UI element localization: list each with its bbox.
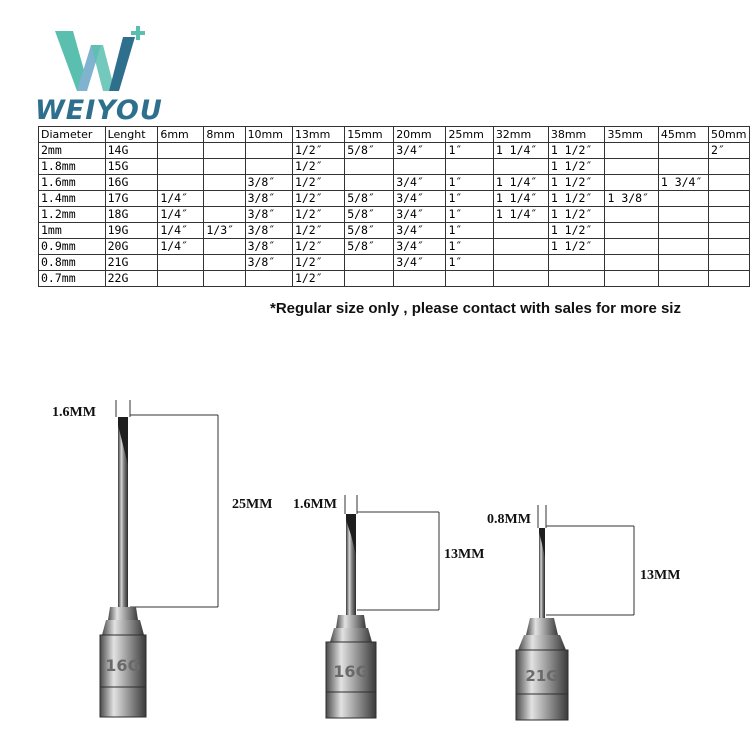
table-cell: [394, 271, 446, 287]
table-cell: 0.7mm: [39, 271, 106, 287]
table-cell: [709, 239, 750, 255]
table-cell: 1 1/4″: [493, 207, 548, 223]
table-cell: 1 3/8″: [605, 191, 658, 207]
table-cell: 1 1/2″: [548, 175, 605, 191]
length-label-needle-2: 13MM: [444, 547, 485, 562]
needle-16g-13mm: [312, 490, 452, 730]
table-cell: [709, 271, 750, 287]
table-cell: [658, 207, 708, 223]
table-row: [39, 239, 750, 255]
table-cell: 3/4″: [394, 143, 446, 159]
table-cell: 1″: [446, 239, 493, 255]
table-cell: 1/3″: [204, 223, 245, 239]
table-cell: [158, 159, 204, 175]
table-cell: [245, 159, 292, 175]
needle-21g-13mm: [508, 500, 648, 730]
table-cell: 1.4mm: [39, 191, 106, 207]
table-cell: [204, 175, 245, 191]
table-cell: [158, 143, 204, 159]
table-cell: 15G: [105, 159, 158, 175]
table-cell: [548, 271, 605, 287]
table-cell: 5/8″: [345, 223, 394, 239]
table-cell: [709, 207, 750, 223]
table-row: [39, 159, 750, 175]
table-cell: [245, 271, 292, 287]
table-cell: [204, 255, 245, 271]
table-cell: 0.8mm: [39, 255, 106, 271]
table-cell: 1/2″: [292, 143, 344, 159]
table-cell: [204, 239, 245, 255]
table-cell: 5/8″: [345, 191, 394, 207]
table-cell: [446, 159, 493, 175]
table-cell: 3/4″: [394, 207, 446, 223]
table-cell: 1/2″: [292, 191, 344, 207]
table-header-cell: 6mm: [158, 127, 204, 143]
table-cell: 1 1/2″: [548, 239, 605, 255]
table-cell: [446, 271, 493, 287]
table-cell: 1″: [446, 255, 493, 271]
table-cell: [709, 191, 750, 207]
table-cell: 1″: [446, 191, 493, 207]
table-cell: [345, 271, 394, 287]
gauge-mark-16g: 16G: [105, 656, 141, 675]
length-label-needle-3: 13MM: [640, 568, 681, 583]
table-cell: 1.2mm: [39, 207, 106, 223]
table-cell: 1 1/4″: [493, 175, 548, 191]
table-cell: [158, 255, 204, 271]
table-cell: 22G: [105, 271, 158, 287]
table-cell: 2″: [709, 143, 750, 159]
table-cell: 3/4″: [394, 175, 446, 191]
table-cell: 3/8″: [245, 207, 292, 223]
table-cell: 1 1/2″: [548, 191, 605, 207]
table-header-cell: 15mm: [345, 127, 394, 143]
table-cell: 0.9mm: [39, 239, 106, 255]
table-cell: [493, 239, 548, 255]
table-cell: 1/4″: [158, 191, 204, 207]
table-cell: [605, 271, 658, 287]
logo-w-icon: [53, 25, 148, 97]
table-cell: 1 1/2″: [548, 207, 605, 223]
length-label-needle-1: 25MM: [232, 497, 273, 512]
table-cell: 5/8″: [345, 143, 394, 159]
table-cell: [345, 159, 394, 175]
table-cell: 3/8″: [245, 239, 292, 255]
table-cell: [605, 159, 658, 175]
table-cell: 1 1/2″: [548, 159, 605, 175]
gauge-mark-16g-short: 16G: [333, 662, 369, 681]
table-cell: 1″: [446, 207, 493, 223]
table-cell: 1/2″: [292, 207, 344, 223]
table-cell: 1/4″: [158, 223, 204, 239]
table-cell: [245, 143, 292, 159]
table-cell: 3/8″: [245, 255, 292, 271]
table-cell: [658, 223, 708, 239]
table-cell: 3/8″: [245, 191, 292, 207]
table-cell: 1/2″: [292, 175, 344, 191]
brand-logo: [35, 25, 163, 126]
table-cell: 1 1/2″: [548, 223, 605, 239]
diameter-label-needle-3: 0.8MM: [487, 512, 531, 527]
table-cell: [204, 207, 245, 223]
table-header-cell: Diameter: [39, 127, 106, 143]
table-cell: 1/4″: [158, 239, 204, 255]
table-cell: [658, 271, 708, 287]
table-header-cell: 10mm: [245, 127, 292, 143]
table-cell: 16G: [105, 175, 158, 191]
regular-size-note: *Regular size only , please contact with sales for more siz: [270, 300, 681, 317]
table-cell: 14G: [105, 143, 158, 159]
table-cell: [658, 239, 708, 255]
diameter-label-needle-1: 1.6MM: [52, 405, 96, 420]
table-row: [39, 223, 750, 239]
needle-size-table: [38, 126, 750, 287]
table-cell: 20G: [105, 239, 158, 255]
table-cell: 1 3/4″: [658, 175, 708, 191]
table-cell: [548, 255, 605, 271]
gauge-mark-21g: 21G: [525, 667, 559, 685]
table-cell: [345, 175, 394, 191]
table-cell: 1/2″: [292, 255, 344, 271]
table-cell: [493, 223, 548, 239]
table-cell: 1/4″: [158, 207, 204, 223]
table-row: [39, 271, 750, 287]
table-cell: [658, 159, 708, 175]
table-cell: 1/2″: [292, 271, 344, 287]
table-row: [39, 255, 750, 271]
table-cell: 1″: [446, 175, 493, 191]
table-cell: 3/4″: [394, 239, 446, 255]
table-cell: 5/8″: [345, 239, 394, 255]
table-cell: [709, 175, 750, 191]
table-cell: 1 1/4″: [493, 143, 548, 159]
table-row: [39, 143, 750, 159]
table-header-cell: 8mm: [204, 127, 245, 143]
table-header-cell: 20mm: [394, 127, 446, 143]
table-cell: [493, 159, 548, 175]
table-header-cell: 38mm: [548, 127, 605, 143]
table-cell: [605, 255, 658, 271]
table-cell: 1/2″: [292, 223, 344, 239]
brand-wordmark: WEIYOU: [35, 95, 163, 126]
table-cell: 1/2″: [292, 239, 344, 255]
table-cell: [605, 143, 658, 159]
table-cell: [605, 175, 658, 191]
table-cell: [158, 271, 204, 287]
table-cell: 17G: [105, 191, 158, 207]
table-cell: [394, 159, 446, 175]
table-cell: 1 1/2″: [548, 143, 605, 159]
table-cell: 1 1/4″: [493, 191, 548, 207]
table-cell: 1.6mm: [39, 175, 106, 191]
table-cell: [658, 143, 708, 159]
table-header-cell: 25mm: [446, 127, 493, 143]
table-cell: [709, 223, 750, 239]
table-cell: [345, 255, 394, 271]
table-cell: 18G: [105, 207, 158, 223]
needle-16g-25mm: [92, 395, 232, 725]
table-cell: [204, 191, 245, 207]
table-header-cell: Lenght: [105, 127, 158, 143]
table-cell: [709, 159, 750, 175]
table-cell: 19G: [105, 223, 158, 239]
table-cell: 3/8″: [245, 175, 292, 191]
table-cell: 1.8mm: [39, 159, 106, 175]
diameter-label-needle-2: 1.6MM: [293, 497, 337, 512]
table-cell: 21G: [105, 255, 158, 271]
table-cell: [658, 255, 708, 271]
table-cell: 1/2″: [292, 159, 344, 175]
table-row: [39, 207, 750, 223]
table-cell: [204, 159, 245, 175]
table-header-cell: 45mm: [658, 127, 708, 143]
table-cell: [204, 271, 245, 287]
table-cell: [658, 191, 708, 207]
table-cell: 1″: [446, 143, 493, 159]
table-cell: [605, 239, 658, 255]
table-cell: 2mm: [39, 143, 106, 159]
table-cell: 1″: [446, 223, 493, 239]
table-cell: [605, 223, 658, 239]
table-header-row: [39, 127, 750, 143]
table-cell: 3/4″: [394, 223, 446, 239]
table-row: [39, 175, 750, 191]
table-cell: 1mm: [39, 223, 106, 239]
table-cell: [605, 207, 658, 223]
table-header-cell: 35mm: [605, 127, 658, 143]
table-header-cell: 32mm: [493, 127, 548, 143]
table-header-cell: 50mm: [709, 127, 750, 143]
table-cell: [158, 175, 204, 191]
table-cell: [204, 143, 245, 159]
table-cell: 5/8″: [345, 207, 394, 223]
table-cell: 3/8″: [245, 223, 292, 239]
table-cell: 3/4″: [394, 191, 446, 207]
table-cell: 3/4″: [394, 255, 446, 271]
table-row: [39, 191, 750, 207]
table-header-cell: 13mm: [292, 127, 344, 143]
table-cell: [493, 271, 548, 287]
table-cell: [709, 255, 750, 271]
table-cell: [493, 255, 548, 271]
